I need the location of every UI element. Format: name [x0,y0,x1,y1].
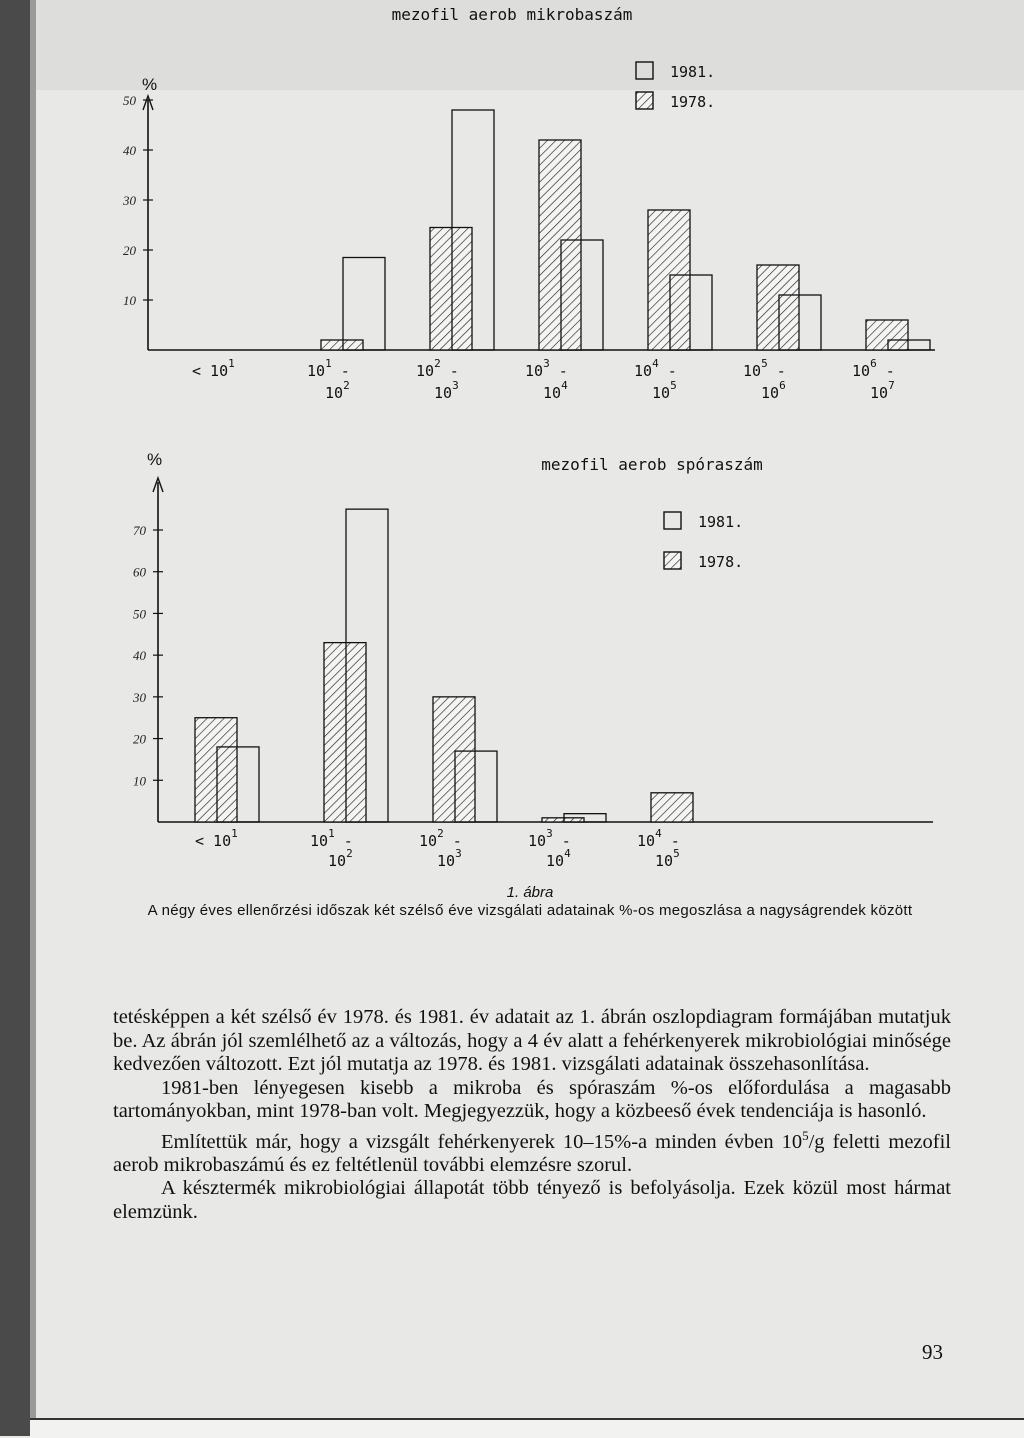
y-tick-label: 30 [123,193,136,208]
y-tick-label: 10 [133,773,146,789]
category-label-upper: $10^4$ [546,847,571,870]
category-label: < $10^1$ [195,827,238,850]
y-tick-label: 20 [133,731,146,747]
legend-label-1978: 1978. [670,93,716,111]
page-number: 93 [922,1340,943,1364]
y-tick-label: 40 [123,143,136,158]
paragraph-3-superscript: 5 [802,1127,809,1143]
category-label: $10^6$ - [852,357,895,380]
y-tick-label: 30 [133,689,146,705]
category-label: $10^4$ - [637,827,680,850]
paragraph-2: 1981-ben lényegesen kisebb a mikroba és spóraszám %-os előfordulása a magasabb tartományokban, mint 1978-ban volt. Megjegyezzük, hogy a közbeeső évek tendenciája is hasonló. [113,1076,951,1122]
category-label-upper: $10^2$ [328,847,353,870]
category-label-upper: $10^7$ [870,379,895,402]
chart-mikrobaszam [122,62,935,402]
y-tick-label: 20 [123,243,136,258]
y-unit-label: % [147,450,163,469]
y-tick-label: 50 [123,93,136,108]
legend-swatch-1981 [636,62,653,79]
category-label-upper: $10^5$ [652,379,677,402]
y-tick-label: 60 [133,564,146,580]
bar-1978 [195,718,237,822]
category-label-upper: $10^6$ [761,379,786,402]
bar-1978 [433,697,475,822]
category-label: $10^1$ - [307,357,350,380]
legend-swatch-1978 [664,552,681,569]
paragraph-3-start: Említettük már, hogy a vizsgált fehérkenyerek 10–15%-a minden évben 10 [161,1130,803,1153]
legend-label-1978: 1978. [698,553,744,571]
figure-caption-text: A négy éves ellenőrzési időszak két szélső éve vizsgálati adatainak %-os megoszlása a nagyságrendek között [147,902,913,919]
y-tick-label: 50 [133,606,146,622]
legend-swatch-1981 [664,512,681,529]
category-label-upper: $10^2$ [325,379,350,402]
y-tick-label: 70 [133,523,146,538]
chart-title: mezofil aerob spóraszám [541,455,763,474]
bar-1978 [539,140,581,350]
paragraph-3-end: /g feletti mezofil aerob mikrobaszámú és ez feltétlenül további elemzésre szorul. [113,1130,951,1176]
paragraph-4: A késztermék mikrobiológiai állapotát több tényező is befolyásolja. Ezek közül most hármat elemzünk. [113,1177,951,1223]
legend-swatch-1978 [636,92,653,109]
legend-label-1981: 1981. [698,513,744,531]
category-label: $10^2$ - [416,357,459,380]
bar-1978 [648,210,690,350]
category-label: $10^1$ - [310,827,353,850]
category-label: $10^2$ - [419,827,462,850]
paragraph-3 [113,1124,951,1178]
category-label-upper: $10^3$ [434,379,459,402]
top-fragment-text: mezofil aerob mikrobaszám [391,5,633,24]
category-label-upper: $10^5$ [655,847,680,870]
category-label-upper: $10^4$ [543,379,568,402]
bar-1978 [651,793,693,822]
y-tick-label: 40 [133,648,146,664]
y-tick-label: 10 [123,293,136,308]
y-unit-label: % [142,75,158,94]
bar-1978 [321,340,363,350]
category-label: $10^4$ - [634,357,677,380]
figure-caption-number: 1. ábra [506,884,554,901]
paragraph-1: tetésképpen a két szélső év 1978. és 1981. év adatait az 1. ábrán oszlopdiagram formájában mutatjuk be. Az ábrán jól szemlélhető az a változás, hogy a 4 év alatt a fehérkenyerek mikrobiológiai minősége kedvezően változott. Ezt jól mutatja az 1978. és 1981. vizsgálati adatainak összehasonlítása. [113,1006,951,1075]
bar-1981 [343,258,385,351]
chart-sporaszam [132,450,933,870]
category-label: $10^3$ - [528,827,571,850]
bar-1978 [430,228,472,351]
body-text [113,1006,951,1224]
bar-1978 [866,320,908,350]
category-label: $10^5$ - [743,357,786,380]
bar-1978 [757,265,799,350]
bar-1978 [324,643,366,822]
category-label: $10^3$ - [525,357,568,380]
category-label-upper: $10^3$ [437,847,462,870]
legend-label-1981: 1981. [670,63,716,81]
page-bottom-edge [30,1418,1024,1438]
category-label: < $10^1$ [192,357,235,380]
